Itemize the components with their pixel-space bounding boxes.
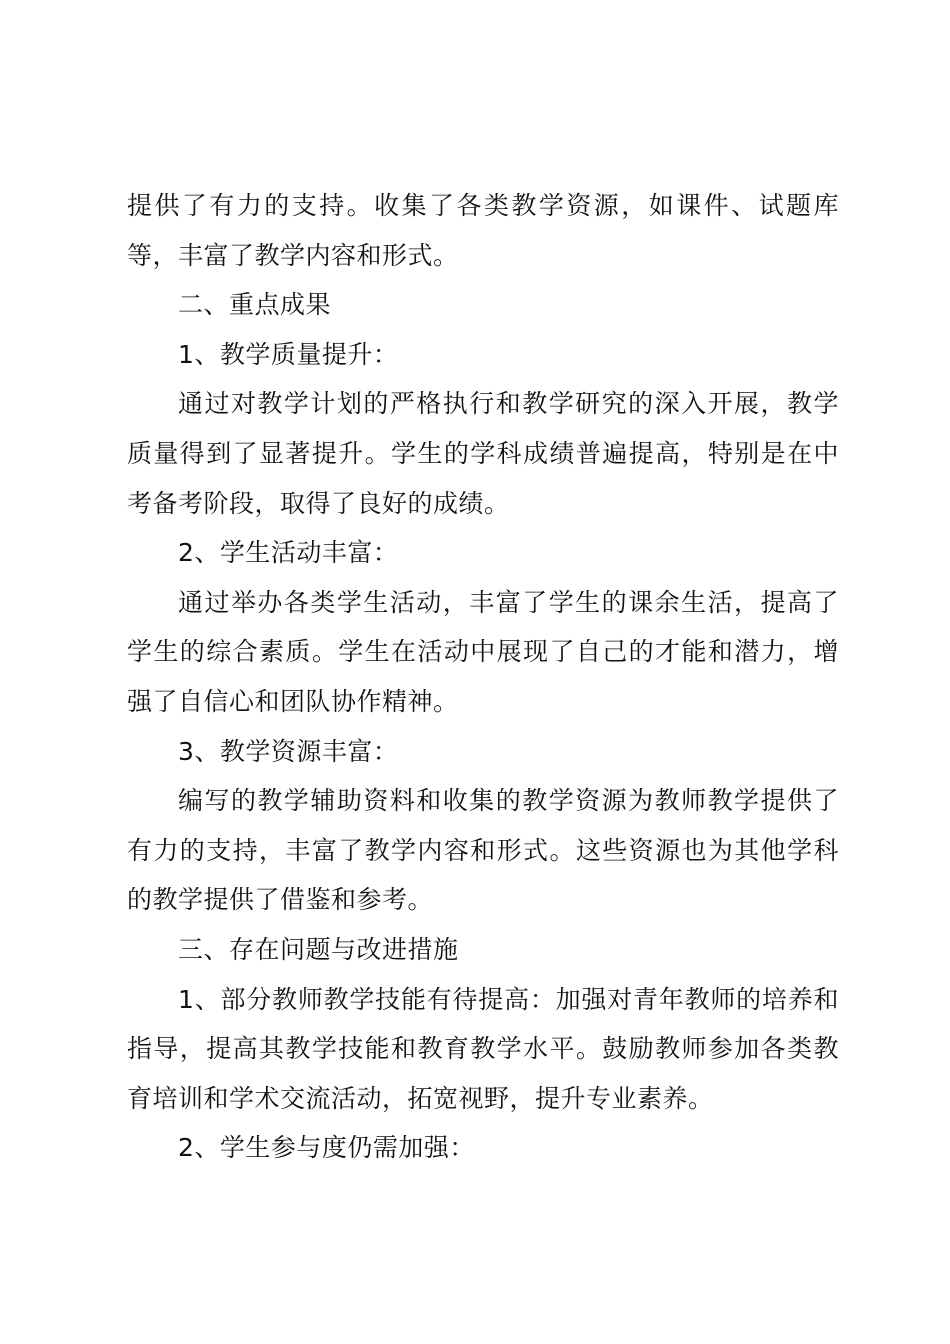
body-paragraph: 编写的教学辅助资料和收集的教学资源为教师教学提供了有力的支持，丰富了教学内容和形式。这些资源也为其他学科的教学提供了借鉴和参考。 bbox=[127, 786, 839, 915]
subheading-teaching-quality: 1、教学质量提升： bbox=[178, 339, 399, 369]
body-paragraph: 1、部分教师教学技能有待提高：加强对青年教师的培养和指导，提高其教学技能和教育教学水平。鼓励教师参加各类教育培训和学术交流活动，拓宽视野，提升专业素养。 bbox=[127, 984, 839, 1113]
section-heading-problems: 三、存在问题与改进措施 bbox=[178, 934, 459, 964]
section-heading-key-results: 二、重点成果 bbox=[178, 290, 332, 320]
subheading-teaching-resources: 3、教学资源丰富： bbox=[178, 736, 399, 766]
subheading-student-participation: 2、学生参与度仍需加强： bbox=[178, 1133, 475, 1163]
subheading-student-activities: 2、学生活动丰富： bbox=[178, 538, 399, 568]
body-paragraph: 提供了有力的支持。收集了各类教学资源，如课件、试题库等，丰富了教学内容和形式。 bbox=[127, 191, 839, 270]
body-paragraph: 通过对教学计划的严格执行和教学研究的深入开展，教学质量得到了显著提升。学生的学科成绩普遍提高，特别是在中考备考阶段，取得了良好的成绩。 bbox=[127, 389, 839, 518]
body-paragraph: 通过举办各类学生活动，丰富了学生的课余生活，提高了学生的综合素质。学生在活动中展现了自己的才能和潜力，增强了自信心和团队协作精神。 bbox=[127, 587, 839, 716]
document-body bbox=[127, 181, 839, 1173]
